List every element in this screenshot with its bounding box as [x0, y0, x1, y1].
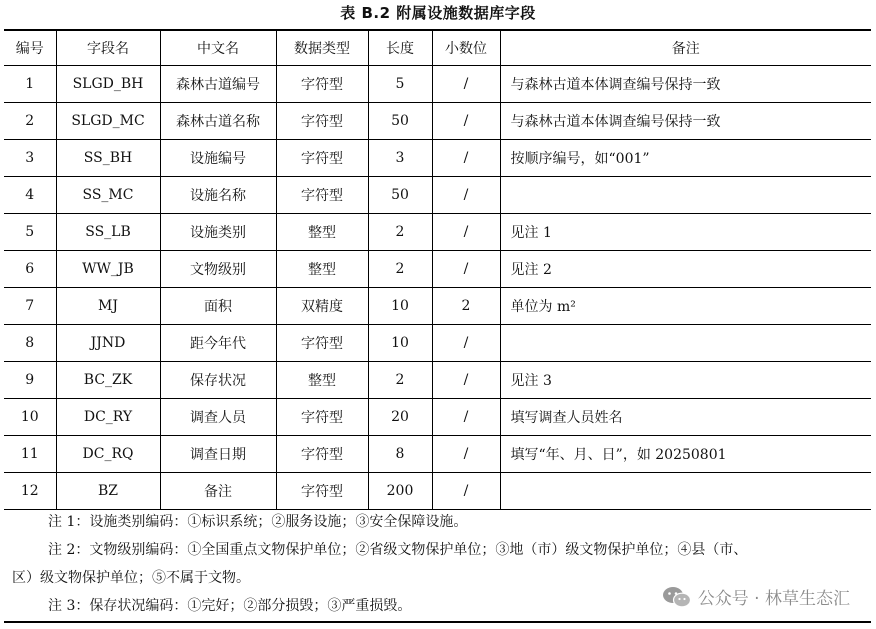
- cell-col-chinese-name: 调查人员: [160, 399, 276, 436]
- cell-col-chinese-name: 森林古道编号: [160, 66, 276, 103]
- cell-col-field-name: WW_JB: [56, 251, 160, 288]
- cell-col-chinese-name: 设施编号: [160, 140, 276, 177]
- cell-col-field-name: SLGD_MC: [56, 103, 160, 140]
- cell-col-id: 2: [4, 103, 56, 140]
- note-2: 注 2：文物级别编码：①全国重点文物保护单位；②省级文物保护单位；③地（市）级文物保护单位；④县（市、: [48, 542, 748, 558]
- cell-col-decimals: /: [432, 251, 500, 288]
- cell-col-length: 10: [368, 288, 432, 325]
- cell-col-chinese-name: 保存状况: [160, 362, 276, 399]
- table-row: [4, 288, 871, 325]
- cell-col-remark: 见注 1: [500, 214, 871, 251]
- table-row: [4, 66, 871, 103]
- cell-col-chinese-name: 调查日期: [160, 436, 276, 473]
- cell-col-data-type: 字符型: [276, 473, 368, 510]
- cell-col-remark: [500, 177, 871, 214]
- cell-col-length: 8: [368, 436, 432, 473]
- cell-col-id: 12: [4, 473, 56, 510]
- cell-col-decimals: /: [432, 140, 500, 177]
- note-1: 注 1：设施类别编码：①标识系统；②服务设施；③安全保障设施。: [48, 514, 468, 530]
- cell-col-decimals: /: [432, 399, 500, 436]
- cell-col-length: 3: [368, 140, 432, 177]
- table-row: [4, 362, 871, 399]
- cell-col-field-name: BC_ZK: [56, 362, 160, 399]
- cell-col-length: 50: [368, 177, 432, 214]
- cell-col-decimals: /: [432, 66, 500, 103]
- cell-col-chinese-name: 面积: [160, 288, 276, 325]
- cell-col-field-name: DC_RY: [56, 399, 160, 436]
- table-row: [4, 214, 871, 251]
- cell-col-data-type: 整型: [276, 214, 368, 251]
- cell-col-data-type: 字符型: [276, 399, 368, 436]
- cell-col-id: 7: [4, 288, 56, 325]
- cell-col-remark: 填写调查人员姓名: [500, 399, 871, 436]
- cell-col-field-name: MJ: [56, 288, 160, 325]
- cell-col-decimals: /: [432, 214, 500, 251]
- note-2-continued: 区）级文物保护单位；⑤不属于文物。: [12, 570, 250, 586]
- cell-col-id: 4: [4, 177, 56, 214]
- cell-col-length: 20: [368, 399, 432, 436]
- cell-col-chinese-name: 设施类别: [160, 214, 276, 251]
- table-body: [4, 66, 871, 510]
- cell-col-id: 5: [4, 214, 56, 251]
- table-row: [4, 399, 871, 436]
- cell-col-length: 2: [368, 251, 432, 288]
- cell-col-data-type: 双精度: [276, 288, 368, 325]
- header-col-length: 长度: [368, 31, 432, 66]
- cell-col-remark: [500, 473, 871, 510]
- table-title: 表 B.2 附属设施数据库字段: [340, 4, 536, 22]
- cell-col-data-type: 字符型: [276, 325, 368, 362]
- table-row: [4, 177, 871, 214]
- cell-col-id: 11: [4, 436, 56, 473]
- wechat-icon: [662, 586, 692, 608]
- cell-col-length: 10: [368, 325, 432, 362]
- cell-col-data-type: 整型: [276, 251, 368, 288]
- cell-col-length: 2: [368, 214, 432, 251]
- field-table: [4, 31, 871, 510]
- watermark: [662, 584, 850, 609]
- header-col-data-type: 数据类型: [276, 31, 368, 66]
- watermark-text: 公众号 · 林草生态汇: [697, 589, 850, 609]
- cell-col-remark: 见注 2: [500, 251, 871, 288]
- cell-col-decimals: /: [432, 103, 500, 140]
- cell-col-field-name: SS_LB: [56, 214, 160, 251]
- cell-col-field-name: SLGD_BH: [56, 66, 160, 103]
- cell-col-data-type: 字符型: [276, 140, 368, 177]
- cell-col-decimals: /: [432, 473, 500, 510]
- cell-col-id: 6: [4, 251, 56, 288]
- cell-col-field-name: SS_MC: [56, 177, 160, 214]
- cell-col-data-type: 字符型: [276, 177, 368, 214]
- cell-col-chinese-name: 设施名称: [160, 177, 276, 214]
- cell-col-decimals: /: [432, 362, 500, 399]
- cell-col-id: 8: [4, 325, 56, 362]
- cell-col-data-type: 整型: [276, 362, 368, 399]
- cell-col-remark: 按顺序编号，如“001”: [500, 140, 871, 177]
- header-col-id: 编号: [4, 31, 56, 66]
- cell-col-decimals: /: [432, 325, 500, 362]
- cell-col-length: 5: [368, 66, 432, 103]
- header-col-remark: 备注: [500, 31, 871, 66]
- table-row: [4, 251, 871, 288]
- cell-col-remark: 见注 3: [500, 362, 871, 399]
- cell-col-length: 2: [368, 362, 432, 399]
- header-col-field-name: 字段名: [56, 31, 160, 66]
- cell-col-decimals: /: [432, 177, 500, 214]
- header-col-decimals: 小数位: [432, 31, 500, 66]
- table-row: [4, 325, 871, 362]
- cell-col-field-name: JJND: [56, 325, 160, 362]
- cell-col-chinese-name: 森林古道名称: [160, 103, 276, 140]
- cell-col-remark: 与森林古道本体调查编号保持一致: [500, 66, 871, 103]
- cell-col-id: 9: [4, 362, 56, 399]
- cell-col-decimals: /: [432, 436, 500, 473]
- cell-col-decimals: 2: [432, 288, 500, 325]
- cell-col-field-name: SS_BH: [56, 140, 160, 177]
- note-3: 注 3：保存状况编码：①完好；②部分损毁；③严重损毁。: [48, 598, 412, 614]
- cell-col-data-type: 字符型: [276, 103, 368, 140]
- cell-col-remark: 单位为 m²: [500, 288, 871, 325]
- cell-col-chinese-name: 备注: [160, 473, 276, 510]
- cell-col-id: 1: [4, 66, 56, 103]
- cell-col-data-type: 字符型: [276, 436, 368, 473]
- cell-col-field-name: BZ: [56, 473, 160, 510]
- table-row: [4, 140, 871, 177]
- table-row: [4, 103, 871, 140]
- cell-col-chinese-name: 距今年代: [160, 325, 276, 362]
- cell-col-remark: [500, 325, 871, 362]
- table-row: [4, 473, 871, 510]
- header-row: [4, 31, 871, 66]
- cell-col-length: 50: [368, 103, 432, 140]
- cell-col-id: 10: [4, 399, 56, 436]
- cell-col-chinese-name: 文物级别: [160, 251, 276, 288]
- table-row: [4, 436, 871, 473]
- cell-col-remark: 填写“年、月、日”，如 20250801: [500, 436, 871, 473]
- cell-col-remark: 与森林古道本体调查编号保持一致: [500, 103, 871, 140]
- cell-col-id: 3: [4, 140, 56, 177]
- cell-col-length: 200: [368, 473, 432, 510]
- header-col-chinese-name: 中文名: [160, 31, 276, 66]
- cell-col-field-name: DC_RQ: [56, 436, 160, 473]
- cell-col-data-type: 字符型: [276, 66, 368, 103]
